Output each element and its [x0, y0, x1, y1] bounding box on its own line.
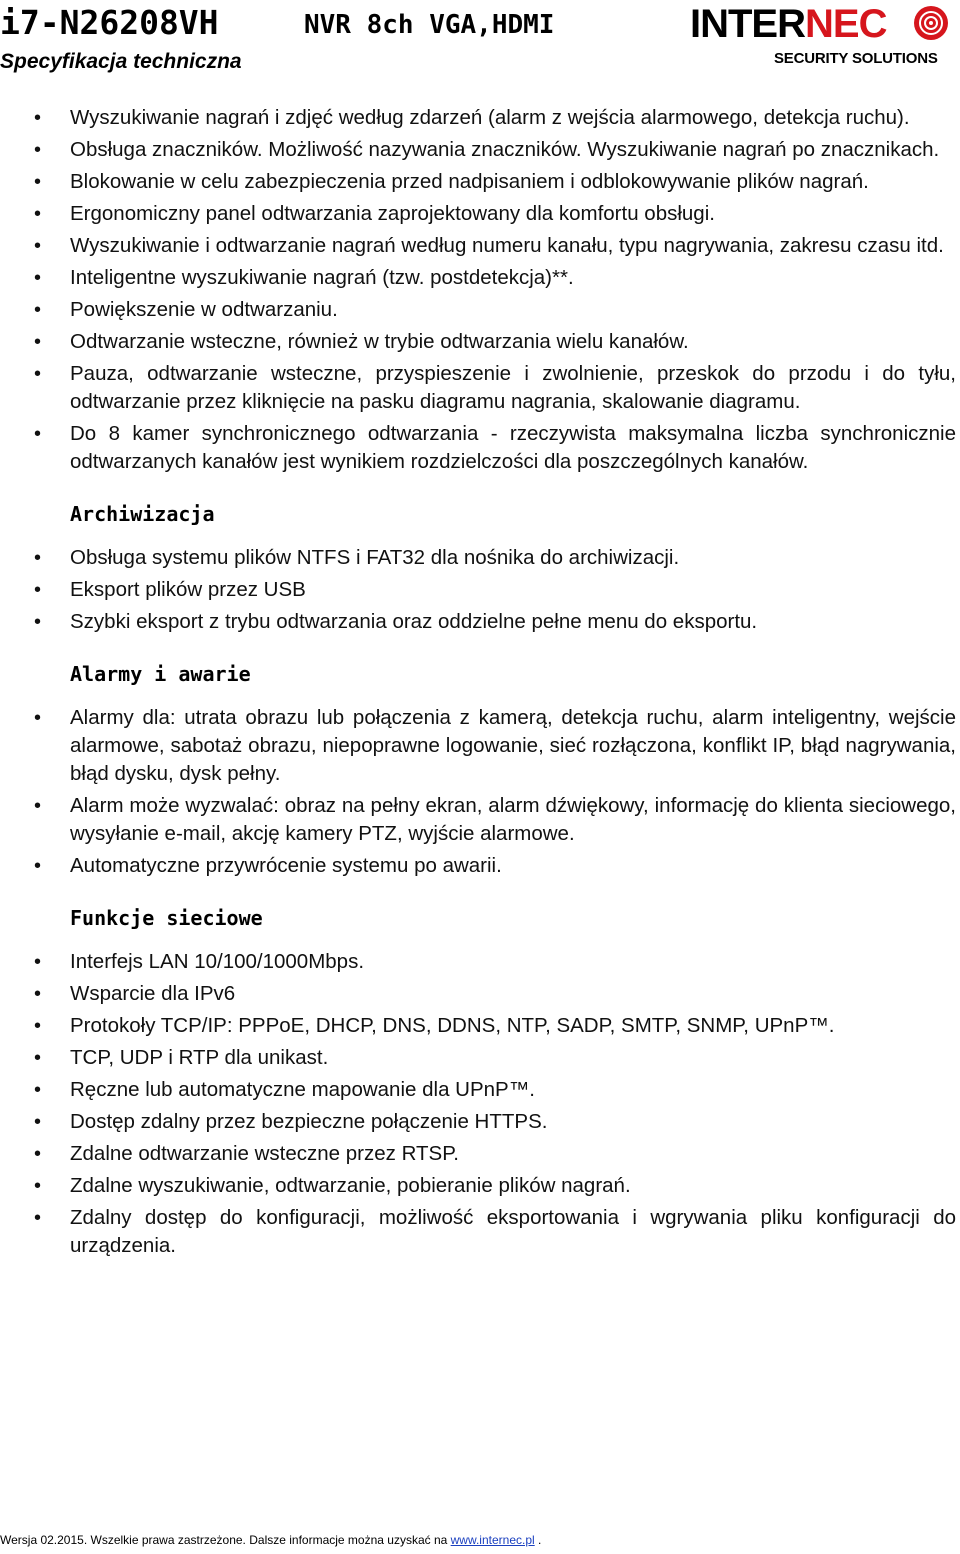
internec-logo [690, 4, 956, 70]
alarms-feature-list [0, 704, 960, 880]
list-item: • Automatyczne przywrócenie systemu po awarii. [0, 852, 960, 880]
list-item: • Zdalne odtwarzanie wsteczne przez RTSP. [0, 1140, 960, 1168]
list-item: • Zdalne wyszukiwanie, odtwarzanie, pobieranie plików nagrań. [0, 1172, 960, 1200]
list-item: • Wyszukiwanie i odtwarzanie nagrań według numeru kanału, typu nagrywania, zakresu czasu itd. [0, 232, 960, 260]
list-item: • Ergonomiczny panel odtwarzania zaprojektowany dla komfortu obsługi. [0, 200, 960, 228]
document-body [0, 104, 960, 1264]
product-name: NVR 8ch VGA,HDMI [304, 10, 555, 40]
list-item: • Zdalny dostęp do konfiguracji, możliwość eksportowania i wgrywania pliku konfiguracji do urządzenia. [0, 1204, 960, 1260]
document-subtitle: Specyfikacja techniczna [0, 50, 242, 73]
section-title-alarms: Alarmy i awarie [70, 662, 251, 686]
logo-wordmark-black: INTER [690, 2, 805, 46]
network-feature-list [0, 948, 960, 1260]
logo-target-icon [914, 6, 948, 40]
logo-wordmark-red: NEC [805, 2, 887, 46]
list-item: • TCP, UDP i RTP dla unikast. [0, 1044, 960, 1072]
list-item: • Wyszukiwanie nagrań i zdjęć według zdarzeń (alarm z wejścia alarmowego, detekcja ruchu). [0, 104, 960, 132]
logo-tagline: SECURITY SOLUTIONS [774, 50, 938, 67]
footer-website-link[interactable]: www.internec.pl [450, 1533, 535, 1547]
list-item: • Powiększenie w odtwarzaniu. [0, 296, 960, 324]
page-header [0, 0, 960, 80]
list-item: • Obsługa znaczników. Możliwość nazywania znaczników. Wyszukiwanie nagrań po znacznikach. [0, 136, 960, 164]
list-item: • Alarm może wyzwalać: obraz na pełny ekran, alarm dźwiękowy, informację do klienta sieciowego, wysyłanie e-mail, akcję kamery PTZ, wyjście alarmowe. [0, 792, 960, 848]
logo-wordmark [690, 0, 886, 48]
section-title-network: Funkcje sieciowe [70, 906, 263, 930]
page-footer [0, 1533, 541, 1547]
list-item: • Blokowanie w celu zabezpieczenia przed nadpisaniem i odblokowywanie plików nagrań. [0, 168, 960, 196]
list-item: • Eksport plików przez USB [0, 576, 960, 604]
list-item: • Inteligentne wyszukiwanie nagrań (tzw. postdetekcja)**. [0, 264, 960, 292]
list-item: • Wsparcie dla IPv6 [0, 980, 960, 1008]
section-title-archive: Archiwizacja [70, 502, 215, 526]
list-item: • Odtwarzanie wsteczne, również w trybie odtwarzania wielu kanałów. [0, 328, 960, 356]
list-item: • Szybki eksport z trybu odtwarzania oraz oddzielne pełne menu do eksportu. [0, 608, 960, 636]
list-item: • Ręczne lub automatyczne mapowanie dla UPnP™. [0, 1076, 960, 1104]
footer-suffix: . [534, 1533, 542, 1547]
footer-text: Wersja 02.2015. Wszelkie prawa zastrzeżone. Dalsze informacje można uzyskać na [0, 1533, 451, 1547]
list-item: • Pauza, odtwarzanie wsteczne, przyspieszenie i zwolnienie, przeskok do przodu i do tyłu, odtwarzanie przez kliknięcie na pasku diagramu nagrania, skalowanie diagramu. [0, 360, 960, 416]
list-item: • Obsługa systemu plików NTFS i FAT32 dla nośnika do archiwizacji. [0, 544, 960, 572]
list-item: • Interfejs LAN 10/100/1000Mbps. [0, 948, 960, 976]
playback-feature-list [0, 104, 960, 476]
list-item: • Do 8 kamer synchronicznego odtwarzania - rzeczywista maksymalna liczba synchronicznie odtwarzanych kanałów jest wynikiem rozdzielczości dla poszczególnych kanałów. [0, 420, 960, 476]
archive-feature-list [0, 544, 960, 636]
list-item: • Alarmy dla: utrata obrazu lub połączenia z kamerą, detekcja ruchu, alarm inteligentny, wejście alarmowe, sabotaż obrazu, niepoprawne logowanie, sieć rozłączona, konflikt IP, błąd nagrywania, błąd dysku, dysk pełny. [0, 704, 960, 788]
list-item: • Protokoły TCP/IP: PPPoE, DHCP, DNS, DDNS, NTP, SADP, SMTP, SNMP, UPnP™. [0, 1012, 960, 1040]
model-number: i7-N26208VH [0, 3, 219, 42]
list-item: • Dostęp zdalny przez bezpieczne połączenie HTTPS. [0, 1108, 960, 1136]
